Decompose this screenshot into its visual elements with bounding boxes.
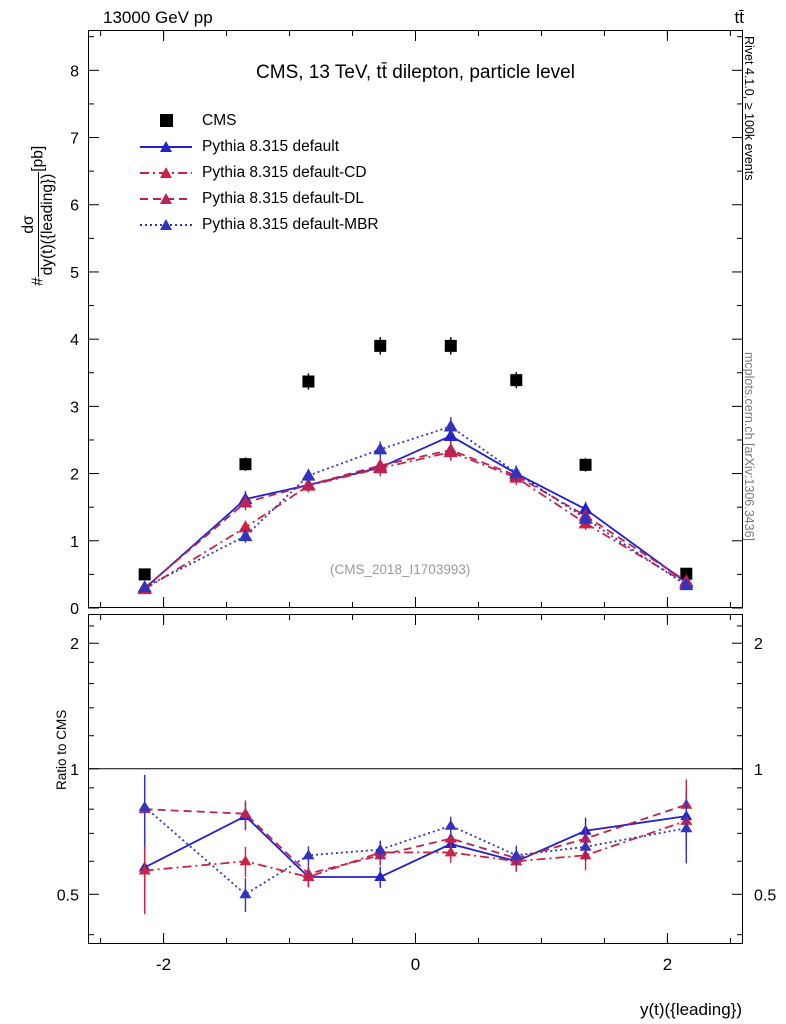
legend-label: Pythia 8.315 default-CD [202,164,367,181]
y-axis-numerator: dσ [20,172,39,278]
y-tick-label-main: 2 [70,466,79,484]
y-tick-label-main: 3 [70,399,79,417]
y-tick-label-ratio: 1 [70,761,79,779]
series-line-main [145,450,687,588]
mcplots-label: mcplots.cern.ch [arXiv:1306.3436] [742,352,756,541]
y-tick-label-ratio-right: 2 [754,636,763,654]
process-label: tt̄ [734,8,744,27]
series-line-main [145,427,687,588]
y-tick-label-main: 5 [70,264,79,282]
y-tick-label-main: 7 [70,130,79,148]
y-axis-prefix: # [29,277,47,286]
y-axis-denominator: dy(t)({leading}) [38,173,56,276]
data-point-triangle-ratio [374,844,386,854]
legend-label: Pythia 8.315 default [202,138,340,155]
data-point-square [139,568,151,580]
data-point-square [302,376,314,388]
series-line-ratio [145,816,687,877]
data-point-triangle [509,466,523,478]
data-point-square [445,340,457,352]
y-tick-label-main: 8 [70,63,79,81]
y-tick-label-main: 4 [70,332,79,350]
y-tick-label-ratio-right: 0.5 [754,887,777,905]
chart-title: CMS, 13 TeV, tt̄ dilepton, particle level [256,62,575,83]
y-tick-label-main: 6 [70,197,79,215]
legend-label: Pythia 8.315 default-DL [202,190,364,207]
data-point-square [374,340,386,352]
data-point-triangle-ratio [239,888,251,898]
data-point-triangle-ratio [445,820,457,830]
analysis-id-watermark: (CMS_2018_I1703993) [330,562,471,577]
beam-label: 13000 GeV pp [103,8,213,27]
y-tick-label-main: 1 [70,533,79,551]
x-axis-title: y(t)({leading}) [639,1000,742,1019]
data-point-triangle-ratio [139,801,151,811]
data-point-triangle-ratio [239,855,251,865]
y-tick-label-ratio-right: 1 [754,761,763,779]
y-tick-label-main: 0 [70,601,79,618]
legend-label: CMS [202,112,237,129]
x-tick-label: 0 [410,955,421,974]
series-line-main [145,452,687,589]
data-point-square [580,459,592,471]
x-tick-label: 2 [662,955,673,974]
rivet-version-label: Rivet 4.1.0, ≥ 100k events [742,36,756,181]
data-point-square [239,458,251,470]
legend-label: Pythia 8.315 default-MBR [202,216,379,233]
series-line-ratio [145,807,687,894]
ratio-y-axis-title: Ratio to CMS [54,709,69,790]
series-line-ratio [145,821,687,877]
data-point-triangle [444,443,458,455]
data-point-triangle [444,420,458,432]
y-axis-units: [pb] [29,145,47,172]
series-line-main [145,436,687,589]
y-tick-label-ratio: 0.5 [56,887,79,905]
data-point-square [510,374,522,386]
x-tick-label: -2 [156,955,172,974]
y-tick-label-ratio: 2 [70,636,79,654]
